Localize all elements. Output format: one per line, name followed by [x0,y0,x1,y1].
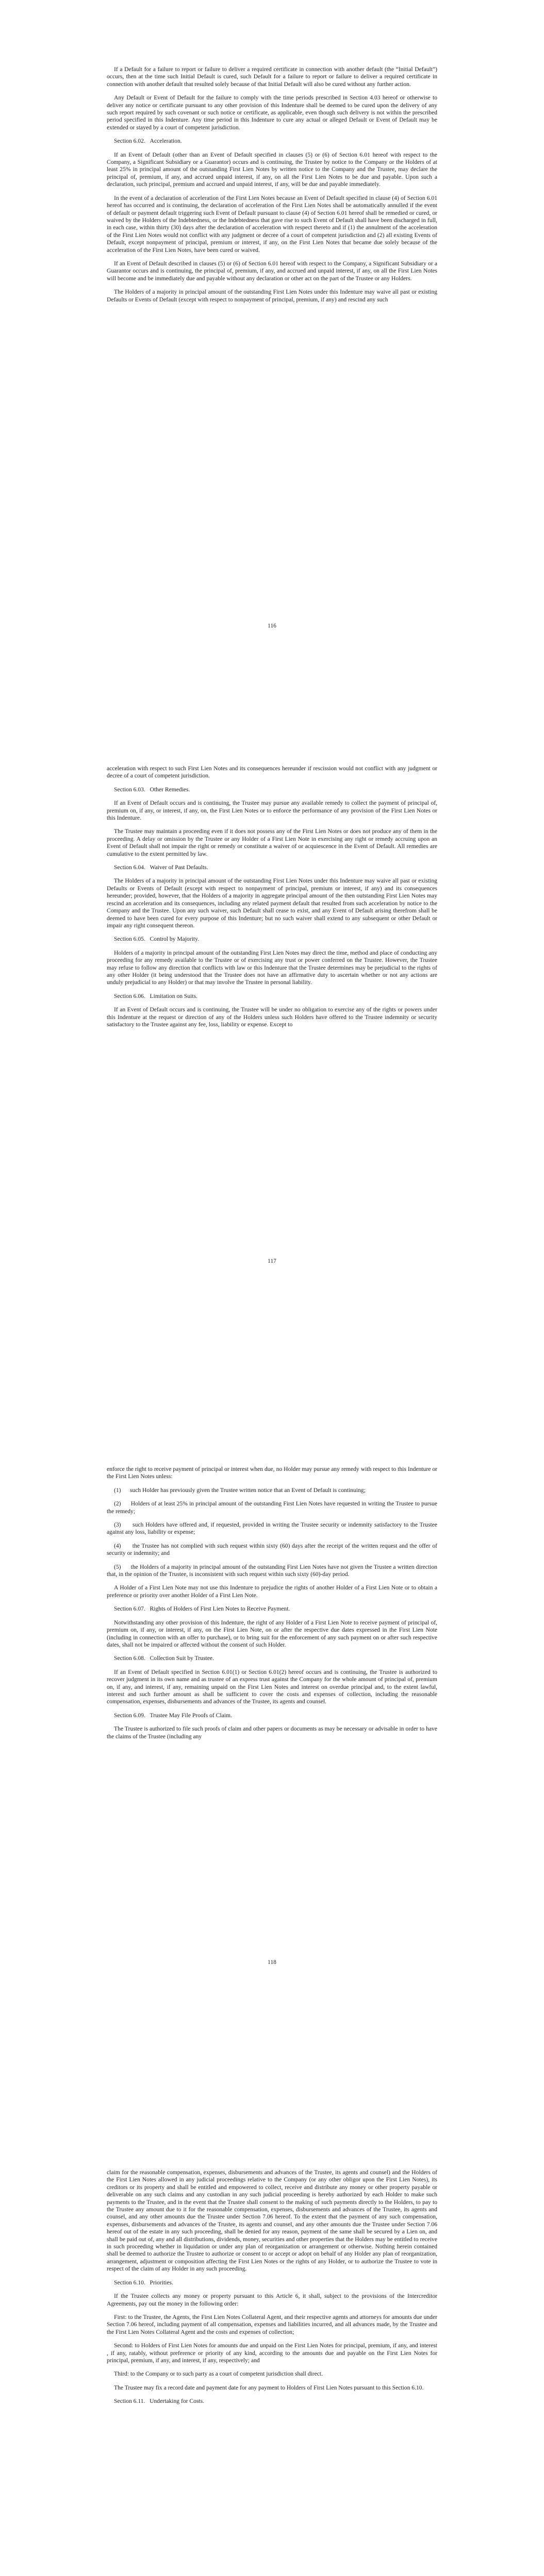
page-119 [0,2110,544,2576]
page-118 [0,1406,544,2110]
paragraph: The Holders of a majority in principal amount of the outstanding First Lien Notes under this Indenture may waive all past or existing Defaults or Events of Default (except with respect to nonpayment of principal, premium or interest, if any) and its consequences hereunder; provided, however, that the Holders of a majority in aggregate principal amount of the then outstanding First Lien Notes may rescind an acceleration and its consequences, including any related payment default that resulted from such acceleration by notice to the Company and the Trustee. Upon any such waiver, such Default shall cease to exist, and any Event of Default arising therefrom shall be deemed to have been cured for every purpose of this Indenture; but no such waiver shall extend to any subsequent or other Default or impair any right consequent thereon. [107,877,437,929]
section-heading: Section 6.04. Waiver of Past Defaults. [114,864,208,871]
paragraph: Any Default or Event of Default for the failure to comply with the time periods prescribed in Section 4.03 hereof or otherwise to deliver any notice or certificate pursuant to any other provision of this Indenture shall be deemed to be cured upon the delivery of any such report required by such covenant or such notice or certificate, as applicable, even though such delivery is not within the prescribed period specified in this Indenture. Any time period in this Indenture to cure any actual or alleged Default or Event of Default may be extended or stayed by a court of competent jurisdiction. [107,94,437,131]
paragraph: If a Default for a failure to report or failure to deliver a required certificate in connection with another default (the “Initial Default”) occurs, then at the time such Initial Default is cured, such Default for a failure to report or failure to deliver a required certificate in connection with another default that resulted solely because of that Initial Default will also be cured without any further action. [107,66,437,88]
page-number: 118 [268,1959,276,1965]
paragraph: If an Event of Default specified in Section 6.01(1) or Section 6.01(2) hereof occurs and is continuing, the Trustee is authorized to recover judgment in its own name and as trustee of an express trust against the Company for the whole amount of principal of, premium on, if any, and interest, if any, remaining unpaid on the First Lien Notes and interest on overdue principal and, to the extent lawful, interest and such further amount as shall be sufficient to cover the costs and expenses of collection, including the reasonable compensation, expenses, disbursements and advances of the Trustee, its agents and counsel. [107,1668,437,1705]
page-number: 116 [268,622,276,629]
page-117 [0,703,544,1406]
list-item: (4) the Trustee has not complied with such request within sixty (60) days after the receipt of the written request and the offer of security or indemnity; and [107,1542,437,1557]
paragraph: In the event of a declaration of acceleration of the First Lien Notes because an Event of Default specified in clause (4) of Section 6.01 hereof has occurred and is continuing, the declaration of acceleration of the First Lien Notes shall be automatically annulled if the event of default or payment default triggering such Event of Default pursuant to clause (4) of Section 6.01 hereof shall be remedied or cured, or waived by the Holders of the Indebtedness, or the Indebtedness that gave rise to such Event of Default shall have been discharged in full, in each case, within thirty (30) days after the declaration of acceleration with respect thereto and if (1) the annulment of the acceleration of the First Lien Notes would not conflict with any judgment or decree of a court of competent jurisdiction and (2) all existing Events of Default, except nonpayment of principal, premium or interest, if any, on the First Lien Notes that became due solely because of the acceleration of the First Lien Notes, have been cured or waived. [107,194,437,253]
section-heading: Section 6.07. Rights of Holders of First Lien Notes to Receive Payment. [114,1605,290,1613]
paragraph: acceleration with respect to such First Lien Notes and its consequences hereunder if rescission would not conflict with any judgment or decree of a court of competent jurisdiction. [107,765,437,779]
section-heading: Section 6.02. Acceleration. [114,138,182,145]
section-heading: Section 6.03. Other Remedies. [114,786,190,793]
list-item: (3) such Holders have offered and, if requested, provided in writing the Trustee security or indemnity satisfactory to the Trustee against any loss, liability or expense; [107,1521,437,1536]
paragraph: The Trustee may fix a record date and payment date for any payment to Holders of First Lien Notes pursuant to this Section 6.10. [114,2384,424,2391]
list-item: (5) the Holders of a majority in principal amount of the outstanding First Lien Notes have not given the Trustee a written direction that, in the opinion of the Trustee, is inconsistent with such request within such sixty (60)-day period. [107,1563,437,1578]
paragraph: The Trustee is authorized to file such proofs of claim and other papers or documents as may be necessary or advisable in order to have the claims of the Trustee (including any [107,1725,437,1740]
list-item: (2) Holders of at least 25% in principal amount of the outstanding First Lien Notes have requested in writing the Trustee to pursue the remedy; [107,1500,437,1515]
page-number: 117 [268,1258,276,1264]
section-heading: Section 6.10. Priorities. [114,2279,173,2286]
page-content [107,1466,437,1747]
list-item: (1) such Holder has previously given the Trustee written notice that an Event of Default is continuing; [114,1486,366,1494]
paragraph: Holders of a majority in principal amount of the outstanding First Lien Notes may direct the time, method and place of conducting any proceeding for any remedy available to the Trustee or of exercising any trust or power conferred on the Trustee. However, the Trustee may refuse to follow any direction that conflicts with law or this Indenture that the Trustee determines may be prejudicial to the rights of any other Holder (it being understood that the Trustee does not have an affirmative duty to ascertain whether or not any actions are unduly prejudicial to any Holder) or that may involve the Trustee in personal liability. [107,949,437,986]
paragraph: Notwithstanding any other provision of this Indenture, the right of any Holder of a First Lien Note to receive payment of principal of, premium on, if any, or interest, if any, on the First Lien Note, on or after the respective due dates expressed in the First Lien Note (including in connection with an offer to purchase), or to bring suit for the enforcement of any such payment on or after such respective dates, shall not be impaired or affected without the consent of such Holder. [107,1619,437,1648]
paragraph: If an Event of Default occurs and is continuing, the Trustee may pursue any available remedy to collect the payment of principal of, premium on, if any, or interest, if any, on, the First Lien Notes or to enforce the performance of any provision of the First Lien Notes or this Indenture. [107,800,437,822]
paragraph: A Holder of a First Lien Note may not use this Indenture to prejudice the rights of another Holder of a First Lien Note or to obtain a preference or priority over another Holder of a First Lien Note. [107,1584,437,1599]
page-content [107,66,437,310]
section-heading: Section 6.09. Trustee May File Proofs of Claim. [114,1711,232,1719]
paragraph: claim for the reasonable compensation, expenses, disbursements and advances of the Trustee, its agents and counsel) and the Holders of the First Lien Notes allowed in any judicial proceedings relative to the Company (or any other obligor upon the First Lien Notes), its creditors or its property and shall be entitled and empowered to collect, receive and distribute any money or other property payable or deliverable on any such claims and any custodian in any such judicial proceeding is hereby authorized by each Holder to make such payments to the Trustee, and in the event that the Trustee shall consent to the making of such payments directly to the Holders, to pay to the Trustee any amount due to it for the reasonable compensation, expenses, disbursements and advances of the Trustee, its agents and counsel, and any other amounts due the Trustee under Section 7.06 hereof. To the extent that the payment of any such compensation, expenses, disbursements and advances of the Trustee, its agents and counsel, and any other amounts due the Trustee under Section 7.06 hereof out of the estate in any such proceeding, shall be denied for any reason, payment of the same shall be secured by a Lien on, and shall be paid out of, any and all distributions, dividends, money, securities and other properties that the Holders may be entitled to receive in such proceeding whether in liquidation or under any plan of reorganization or arrangement or otherwise. Nothing herein contained shall be deemed to authorize the Trustee to authorize or consent to or accept or adopt on behalf of any Holder any plan of reorganization, arrangement, adjustment or composition affecting the First Lien Notes or the rights of any Holder, or to authorize the Trustee to vote in respect of the claim of any Holder in any such proceeding. [107,2169,437,2273]
paragraph: First: to the Trustee, the Agents, the First Lien Notes Collateral Agent, and their respective agents and attorneys for amounts due under Section 7.06 hereof, including payment of all compensation, expenses and liabilities incurred, and all advances made, by the Trustee and the First Lien Notes Collateral Agent and the costs and expenses of collection; [107,2313,437,2335]
paragraph: The Trustee may maintain a proceeding even if it does not possess any of the First Lien Notes or does not produce any of them in the proceeding. A delay or omission by the Trustee or any Holder of a First Lien Note in exercising any right or remedy accruing upon an Event of Default shall not impair the right or remedy or constitute a waiver of or acquiescence in the Event of Default. All remedies are cumulative to the extent permitted by law. [107,828,437,857]
section-heading: Section 6.06. Limitation on Suits. [114,992,197,999]
page-content [107,2169,437,2412]
paragraph: Second: to Holders of First Lien Notes for amounts due and unpaid on the First Lien Notes for principal, premium, if any, and interest , if any, ratably, without preference or priority of any kind, according to the amounts due and payable on the First Lien Notes for principal, premium, if any, and interest, if any, respectively; and [107,2342,437,2364]
paragraph: If the Trustee collects any money or property pursuant to this Article 6, it shall, subject to the provisions of the Intercreditor Agreements, pay out the money in the following order: [107,2293,437,2307]
paragraph: Third: to the Company or to such party as a court of competent jurisdiction shall direct. [114,2370,323,2378]
paragraph: If an Event of Default described in clauses (5) or (6) of Section 6.01 hereof with respect to the Company, a Significant Subsidiary or a Guarantor occurs and is continuing, the principal of, premium, if any, and accrued and unpaid interest, if any, on all the First Lien Notes will become and be immediately due and payable without any declaration or other act on the part of the Trustee or any Holders. [107,260,437,282]
section-heading: Section 6.05. Control by Majority. [114,936,200,943]
section-heading: Section 6.11. Undertaking for Costs. [114,2398,205,2405]
page-116 [0,0,544,703]
section-heading: Section 6.08. Collection Suit by Trustee. [114,1655,214,1662]
paragraph: enforce the right to receive payment of principal or interest when due, no Holder may pursue any remedy with respect to this Indenture or the First Lien Notes unless: [107,1466,437,1480]
paragraph: The Holders of a majority in principal amount of the outstanding First Lien Notes under this Indenture may waive all past or existing Defaults or Events of Default (except with respect to nonpayment of principal, premium, if any) and rescind any such [107,289,437,303]
paragraph: If an Event of Default occurs and is continuing, the Trustee will be under no obligation to exercise any of the rights or powers under this Indenture at the request or direction of any of the Holders unless such Holders have offered to the Trustee indemnity or security satisfactory to the Trustee against any fee, loss, liability or expense. Except to [107,1006,437,1028]
paragraph: If an Event of Default (other than an Event of Default specified in clauses (5) or (6) of Section 6.01 hereof with respect to the Company, a Significant Subsidiary or a Guarantor) occurs and is continuing, the Trustee by notice to the Company or the Holders of at least 25% in principal amount of the outstanding First Lien Notes by written notice to the Company and the Trustee, may declare the principal of, premium, if any, and accrued unpaid interest, if any, on all the First Lien Notes to be due and payable. Upon such a declaration, such principal, premium and accrued and unpaid interest, if any, will be due and payable immediately. [107,151,437,188]
page-content [107,765,437,1035]
